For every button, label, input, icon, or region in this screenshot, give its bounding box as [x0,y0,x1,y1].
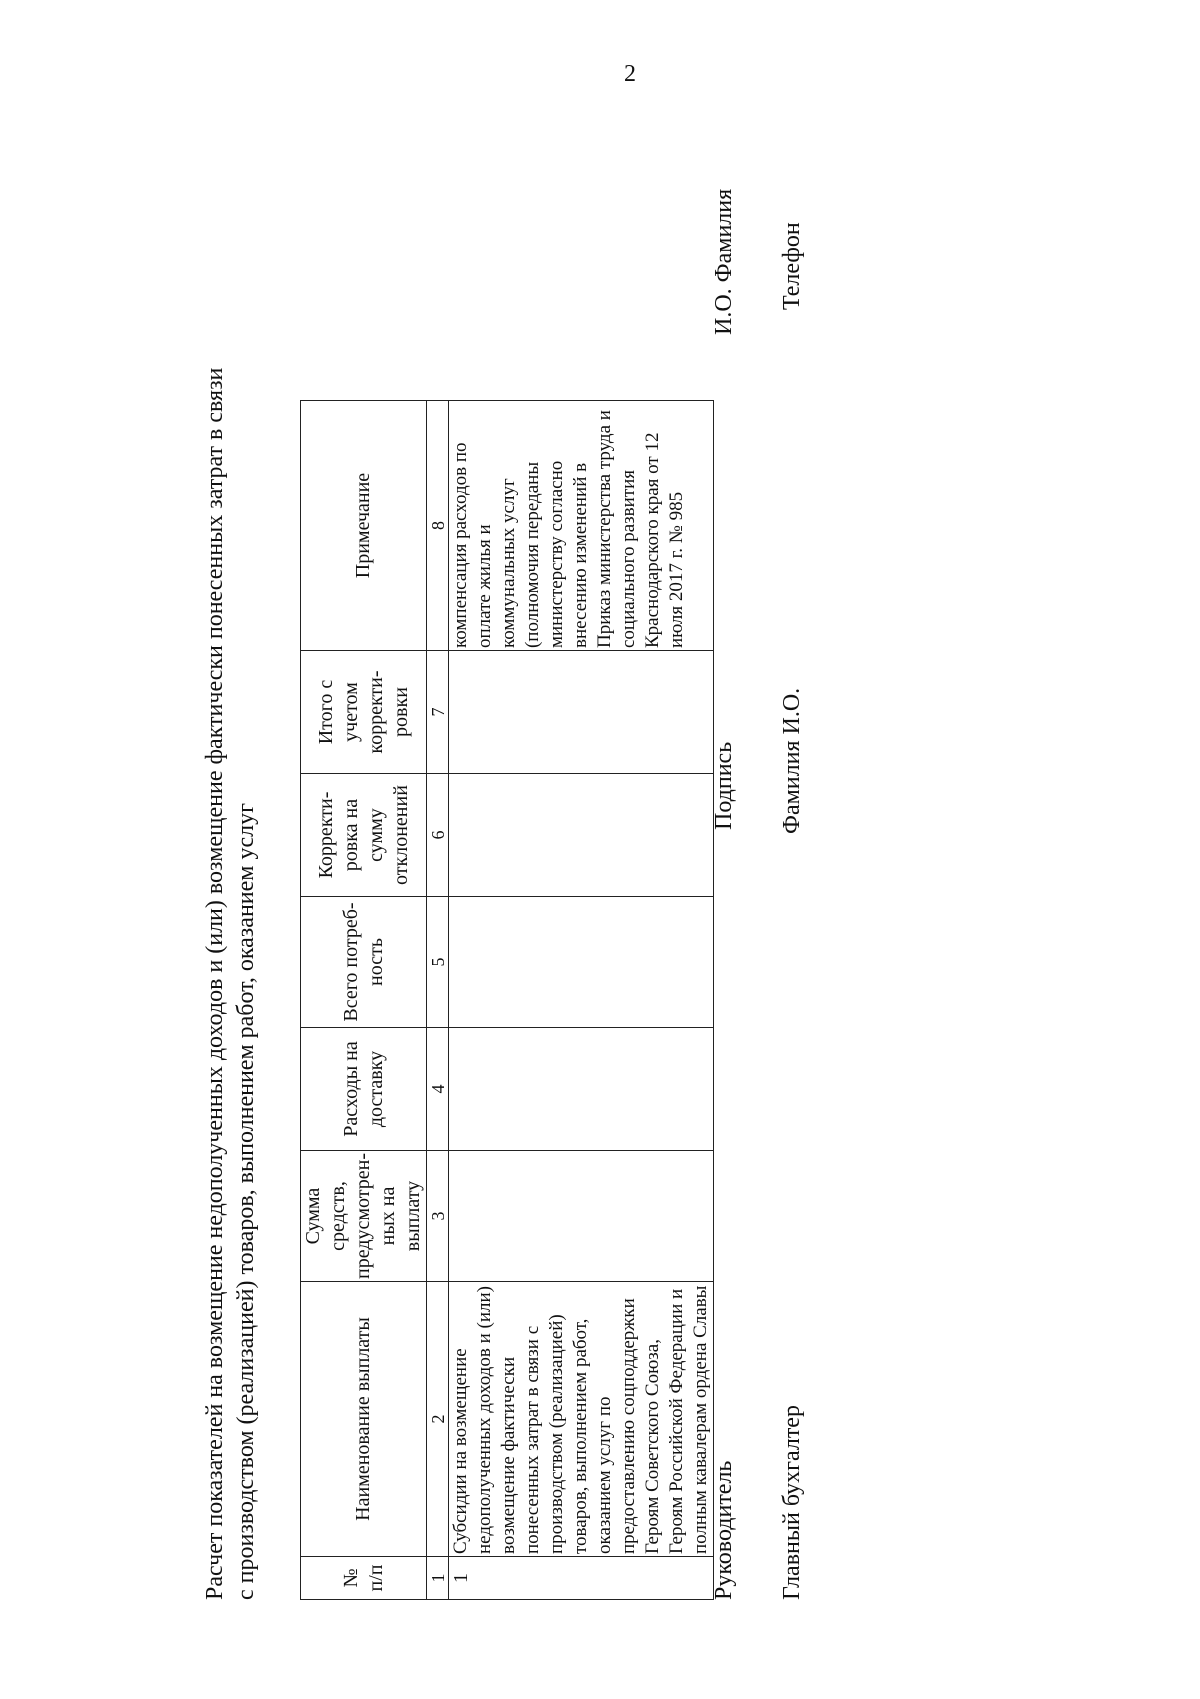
delivery-cell [449,1028,714,1151]
chief-accountant-label: Главный бухгалтер [779,1405,805,1600]
total-need-cell [449,897,714,1028]
note-text: компенсация расходов по оплате жилья и коммунальных услуг (полномочия переданы министерству согласно внесению изменений в Приказ министерства труда и социального развития Краснодарского края от 12 июля 2017 г. № 985 [450,410,687,649]
correction-cell [449,774,714,897]
payment-name-text: Субсидии на возмещение недополученных доходов и (или) возмещение фактически понесенных затрат в связи с производством (реализацией) товаров, выполнением работ, оказанием услуг по предоставлению соцподдержки Героям Советского Союза, Героям Российской Федерации и полным кавалерам ордена Славы [450,1285,711,1554]
rotated-landscape-sheet [200,100,900,1600]
table-header-row [301,401,427,1600]
header-total-need: Всего потреб-ность [301,897,427,1028]
title-line-2: с производством (реализацией) товаров, выполнением работ, оказанием услуг [233,803,259,1600]
signature-label: Подпись [711,741,737,830]
amount-cell [449,1151,714,1282]
header-note: Примечание [301,401,427,651]
column-number: 5 [427,897,449,1028]
column-number: 4 [427,1028,449,1151]
accountant-name: Фамилия И.О. [779,687,805,834]
phone-label: Телефон [779,222,805,310]
column-number: 2 [427,1282,449,1557]
header-payment-name: Наименование выплаты [301,1282,427,1557]
title-line-1: Расчет показателей на возмещение недополученных доходов и (или) возмещение фактически понесенных затрат в связи [202,367,228,1600]
table-row [449,401,714,1600]
column-number: 1 [427,1557,449,1600]
header-delivery: Расходы на доставку [301,1028,427,1151]
column-number: 7 [427,651,449,774]
note-cell [449,401,714,651]
column-number-row [427,401,449,1600]
column-number: 3 [427,1151,449,1282]
header-number: № п/п [301,1557,427,1600]
payment-name-cell [449,1282,714,1557]
column-number: 6 [427,774,449,897]
page-number: 2 [624,61,636,87]
header-amount: Сумма средств, предусмотрен-ных на выплату [301,1151,427,1282]
document-title [200,200,262,1600]
report-table [300,400,714,1600]
total-corrected-cell [449,651,714,774]
header-correction: Корректи-ровка на сумму отклонений [301,774,427,897]
head-name: И.О. Фамилия [711,188,737,335]
row-number: 1 [449,1557,714,1600]
column-number: 8 [427,401,449,651]
head-label: Руководитель [711,1460,737,1600]
header-total-corrected: Итого с учетом корректи-ровки [301,651,427,774]
